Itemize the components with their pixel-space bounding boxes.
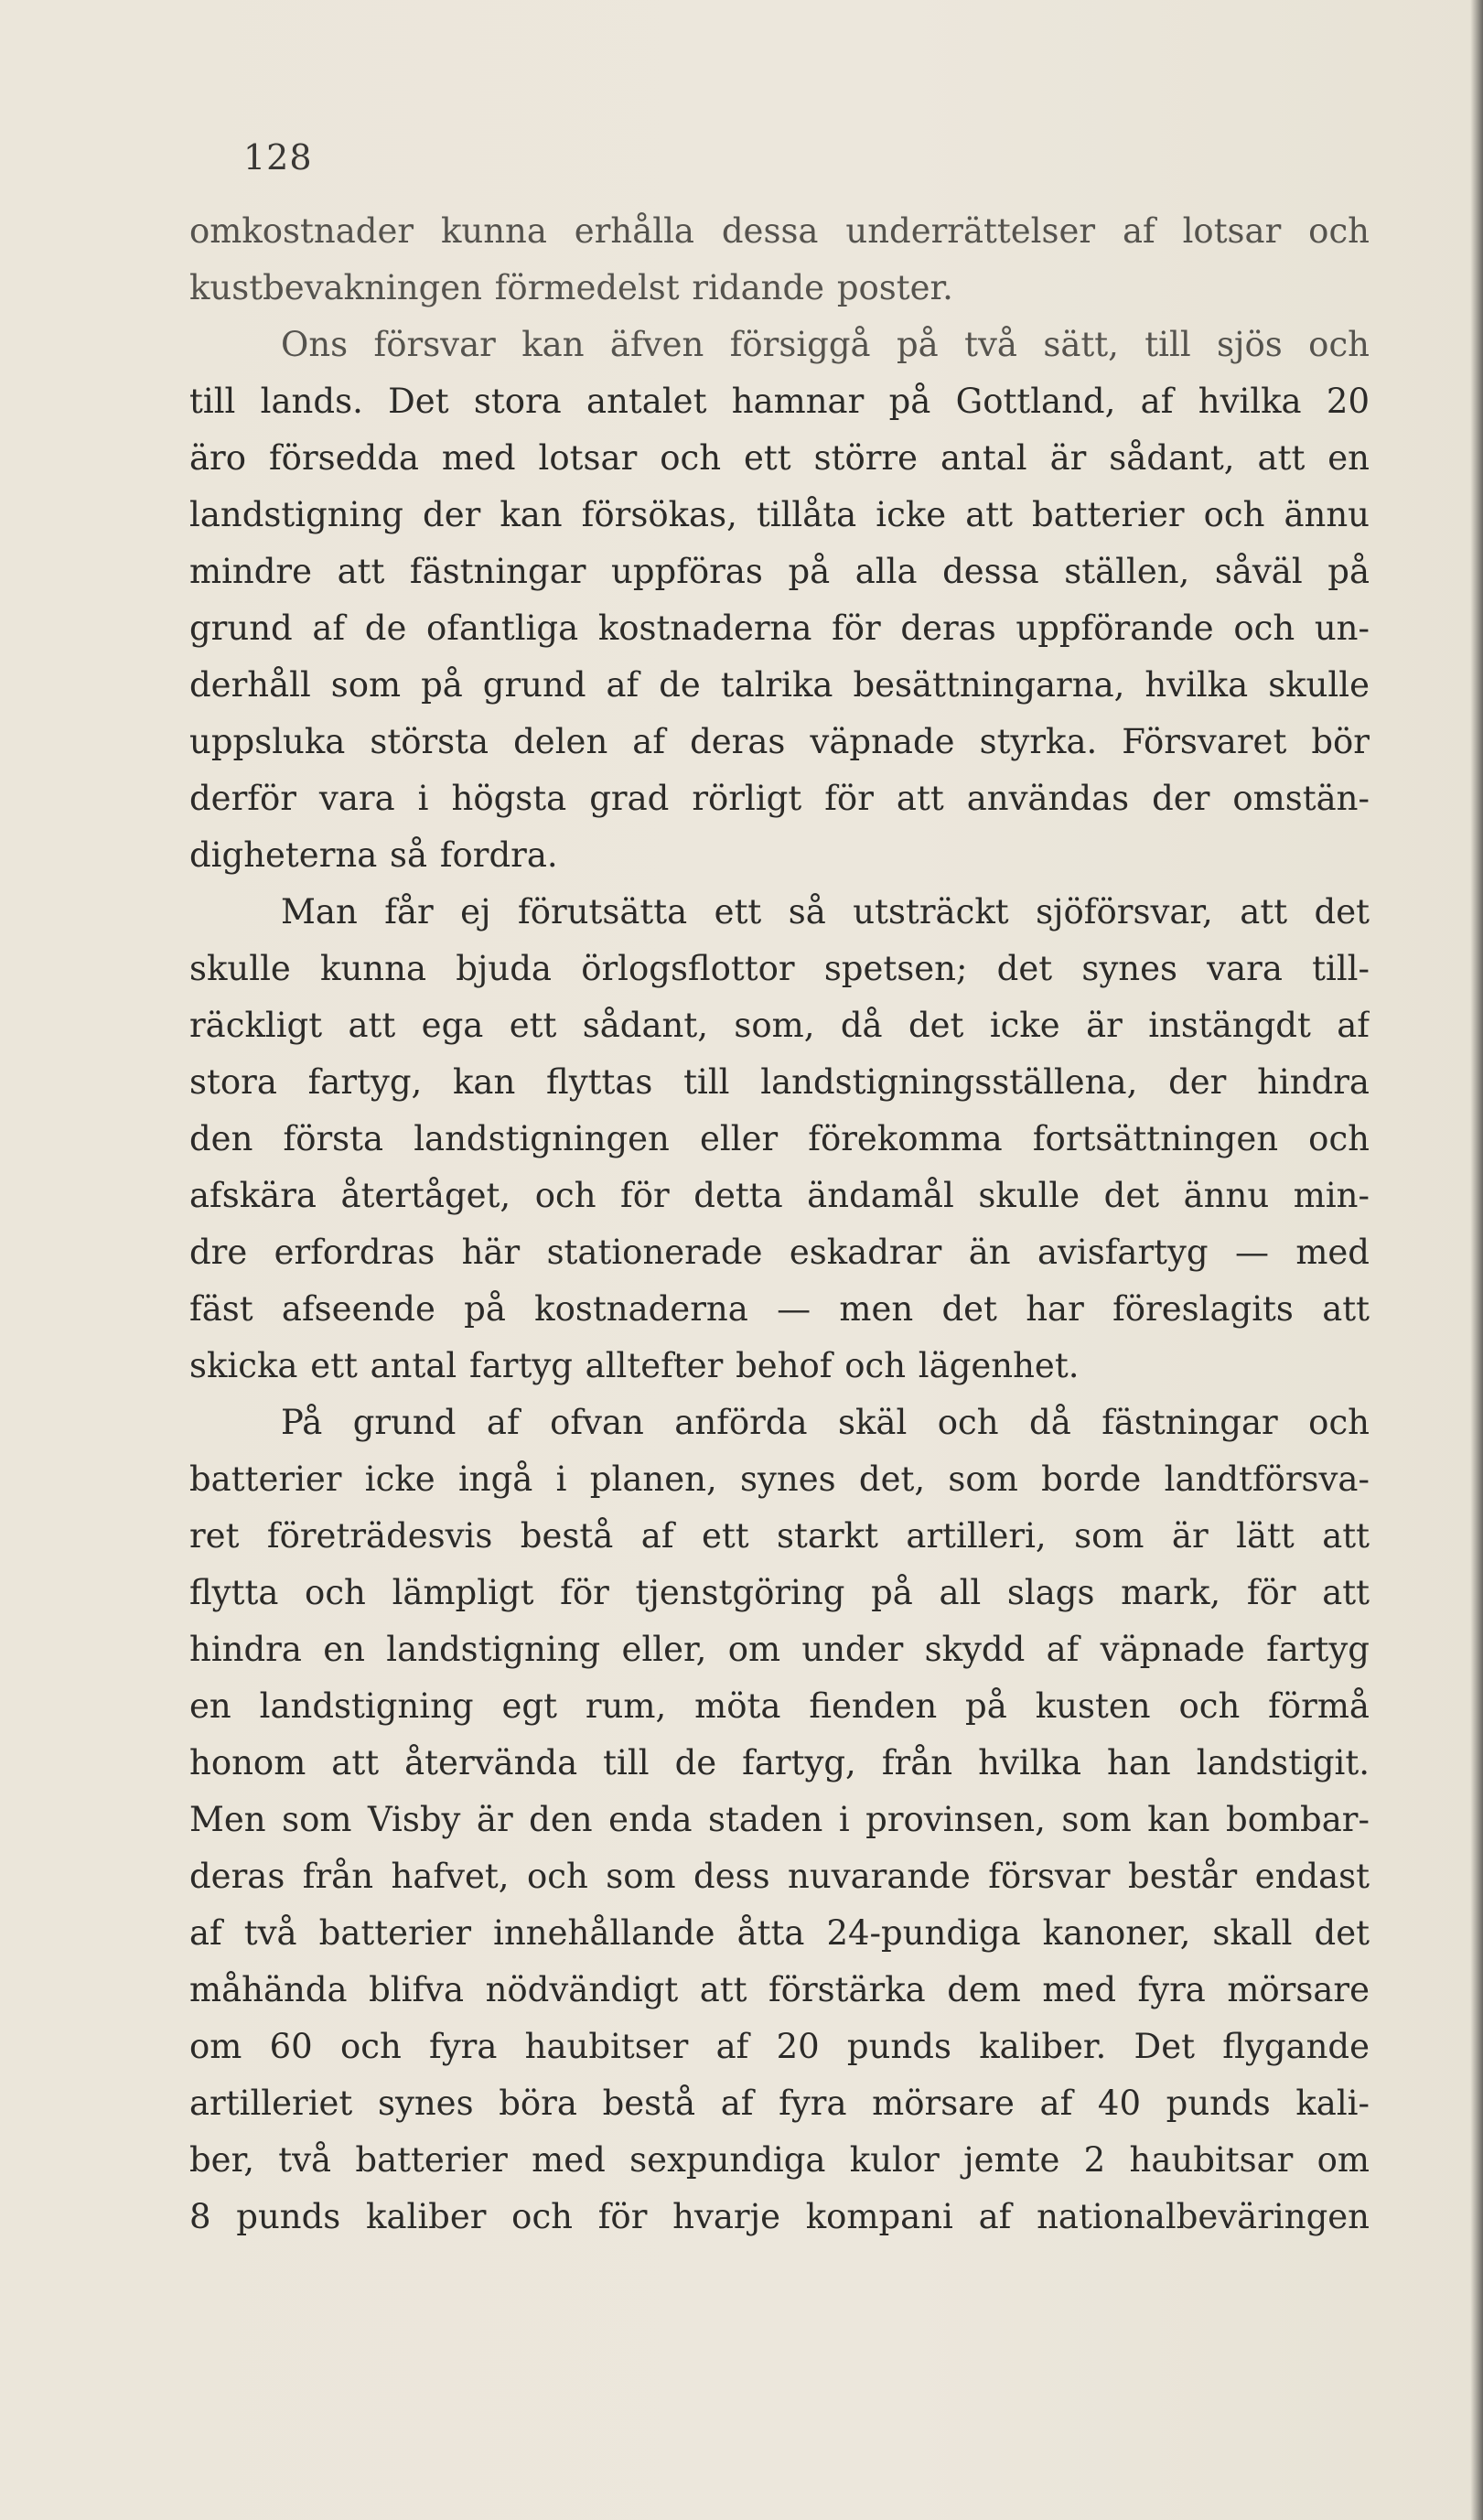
text-line: af två batterier innehållande åtta 24-pundiga kanoner, skall det xyxy=(189,1913,1370,1953)
text-line: ber, två batterier med sexpundiga kulor jemte 2 haubitsar om xyxy=(189,2140,1370,2180)
text-line: skulle kunna bjuda örlogsflottor spetsen; det synes vara till- xyxy=(189,949,1370,988)
text-line: ret företrädesvis bestå af ett starkt artilleri, som är lätt att xyxy=(189,1516,1370,1556)
text-line: räckligt att ega ett sådant, som, då det icke är instängdt af xyxy=(189,1006,1370,1045)
page-number: 128 xyxy=(243,137,313,178)
text-line: artilleriet synes böra bestå af fyra mörsare af 40 punds kali- xyxy=(189,2084,1370,2123)
text-line: om 60 och fyra haubitser af 20 punds kaliber. Det flygande xyxy=(189,2027,1370,2066)
text-line: hindra en landstigning eller, om under skydd af väpnade fartyg xyxy=(189,1630,1370,1669)
text-line: derhåll som på grund af de talrika besättningarna, hvilka skulle xyxy=(189,665,1370,705)
text-line: flytta och lämpligt för tjenstgöring på all slags mark, för att xyxy=(189,1573,1370,1612)
text-line: omkostnader kunna erhålla dessa underrättelser af lotsar och xyxy=(189,211,1370,251)
text-line: den första landstigningen eller förekomma fortsättningen och xyxy=(189,1119,1370,1158)
text-line: landstigning der kan försökas, tillåta icke att batterier och ännu xyxy=(189,495,1370,534)
text-line: Man får ej förutsätta ett så utsträckt sjöförsvar, att det xyxy=(281,892,1370,932)
text-line: deras från hafvet, och som dess nuvarande försvar består endast xyxy=(189,1857,1370,1896)
text-line: till lands. Det stora antalet hamnar på Gottland, af hvilka 20 xyxy=(189,382,1370,421)
page-edge-shadow xyxy=(1470,0,1483,2520)
text-line: mindre att fästningar uppföras på alla dessa ställen, såväl på xyxy=(189,552,1370,591)
text-line: stora fartyg, kan flyttas till landstigningsställena, der hindra xyxy=(189,1062,1370,1102)
text-line: kustbevakningen förmedelst ridande poster. xyxy=(189,268,953,307)
text-line: skicka ett antal fartyg alltefter behof och lägenhet. xyxy=(189,1346,1080,1385)
text-line: På grund af ofvan anförda skäl och då fästningar och xyxy=(281,1403,1370,1442)
text-line: Ons försvar kan äfven försiggå på två sätt, till sjös och xyxy=(281,325,1370,364)
text-line: måhända blifva nödvändigt att förstärka dem med fyra mörsare xyxy=(189,1970,1370,2009)
text-line: Men som Visby är den enda staden i provinsen, som kan bombar- xyxy=(189,1800,1370,1839)
text-line: fäst afseende på kostnaderna — men det har föreslagits att xyxy=(189,1289,1370,1329)
text-line: dre erfordras här stationerade eskadrar än avisfartyg — med xyxy=(189,1233,1370,1272)
text-line: 8 punds kaliber och för hvarje kompani af nationalbeväringen xyxy=(189,2197,1370,2236)
text-line: batterier icke ingå i planen, synes det, som borde landtförsva- xyxy=(189,1459,1370,1499)
text-line: honom att återvända till de fartyg, från hvilka han landstigit. xyxy=(189,1743,1370,1782)
body-text xyxy=(189,203,1370,2245)
text-line: grund af de ofantliga kostnaderna för deras uppförande och un- xyxy=(189,608,1370,648)
text-line: en landstigning egt rum, möta fienden på kusten och förmå xyxy=(189,1686,1370,1726)
text-line: uppsluka största delen af deras väpnade styrka. Försvaret bör xyxy=(189,722,1370,761)
text-line: äro försedda med lotsar och ett större antal är sådant, att en xyxy=(189,438,1370,478)
text-line: digheterna så fordra. xyxy=(189,835,558,875)
text-line: derför vara i högsta grad rörligt för att användas der omstän- xyxy=(189,779,1370,818)
text-line: afskära återtåget, och för detta ändamål skulle det ännu min- xyxy=(189,1176,1370,1215)
